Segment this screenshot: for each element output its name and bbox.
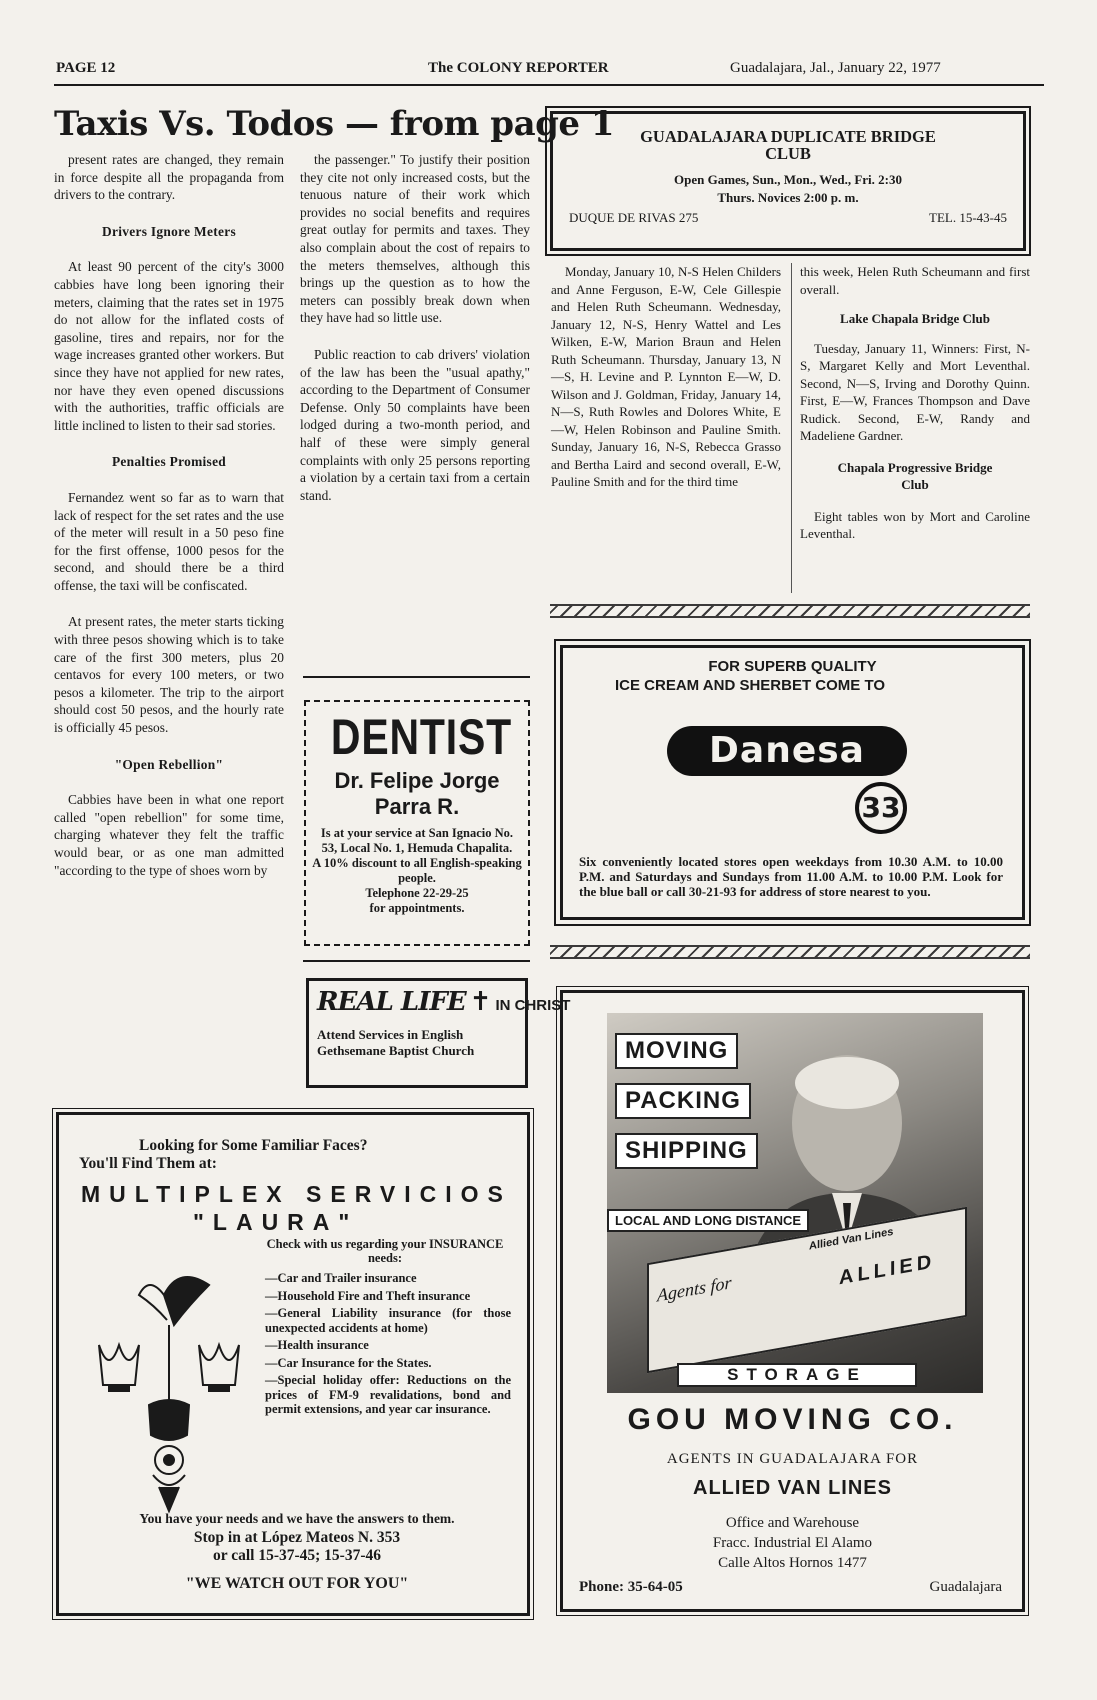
insurance-item: —Household Fire and Theft insurance (265, 1288, 471, 1303)
article-paragraph: At least 90 percent of the city's 3000 cabbies have long been ignoring their meters, claiming that the rates set in 1975 do not allow for the inflated costs of gasoline, tires and repairs, nor for the wage increases granted other workers. But since they have not applied for new rates, nor have they even opened discussions with the authorities, traffic officials are little inclined to listen to their sad stories. (54, 259, 284, 433)
real-life-tag: IN CHRIST (495, 997, 571, 1014)
chapala-progressive-results: Eight tables won by Mort and Caroline Leventhal. (800, 508, 1030, 541)
bridge-club-box (550, 111, 1026, 251)
dentist-name: Dr. Felipe Jorge Parra R. (334, 768, 500, 819)
gou-allied: ALLIED VAN LINES (693, 1477, 892, 1499)
article-headline: Taxis Vs. Todos — from page 1 (54, 104, 615, 144)
multiplex-ad (56, 1112, 530, 1616)
gou-office: Office and Warehouse (725, 1515, 860, 1531)
truck-text-allied-van-lines: Allied Van Lines (809, 1225, 894, 1253)
multiplex-needs: You have your needs and we have the answers to them. (139, 1511, 455, 1526)
wavy-divider (550, 945, 1030, 959)
danesa-logo (667, 726, 907, 776)
header-rule (54, 84, 1044, 86)
column-rule (303, 676, 530, 678)
truck-text-allied: ALLIED (839, 1250, 936, 1290)
multiplex-name: MULTIPLEX SERVICIOS (81, 1181, 512, 1207)
article-paragraph: Cabbies have been in what one report called "open rebellion" for some time, charging whatever they felt the traffic would bear, or as one man admitted "according to the type of shoes worn by (54, 792, 284, 878)
danesa-brand: Danesa (709, 730, 865, 771)
bridge-novices: Thurs. Novices 2:00 p. m. (717, 190, 859, 205)
dentist-appointments: for appointments. (369, 901, 465, 915)
multiplex-intro2: You'll Find Them at: (79, 1155, 217, 1172)
danesa-ad (560, 645, 1025, 920)
danesa-number-ball: 33 (855, 782, 907, 834)
article-subhead: "Open Rebellion" (114, 756, 224, 772)
insurance-item: —Car Insurance for the States. (265, 1355, 432, 1370)
dentist-discount: A 10% discount to all English-speaking people. (312, 856, 522, 885)
column-rule (303, 960, 530, 962)
page-number: PAGE 12 (56, 60, 116, 76)
dentist-address: Is at your service at San Ignacio No. 53, Local No. 1, Hemuda Chapalita. (320, 826, 514, 855)
article-subhead: Drivers Ignore Meters (102, 223, 236, 239)
multiplex-call: or call 15-37-45; 15-37-46 (212, 1547, 382, 1564)
dentist-phone: Telephone 22-29-25 (365, 886, 469, 900)
moving-label: MOVING (615, 1033, 738, 1069)
insurance-item: —Health insurance (265, 1338, 369, 1352)
multiplex-slogan: "WE WATCH OUT FOR YOU" (185, 1575, 409, 1592)
article-paragraph: the passenger." To justify their position they cite not only increased costs, but the tenuous nature of their work which provides no social benefits and requires great outlay for permits and taxes. They also complain about the cost of repairs to the meters themselves, although this brings up the question as to how the meters can possibly break down when they have had so little use. (300, 152, 530, 326)
cross-icon: ✝ (469, 987, 492, 1016)
chapala-progressive-heading: Chapala Progressive Bridge Club (837, 459, 993, 492)
gou-agents: AGENTS IN GUADALAJARA FOR (666, 1451, 919, 1467)
lake-chapala-results: Tuesday, January 11, Winners: First, N-S, Margaret Kelly and Mort Leventhal. Second, N—S, Irving and Dorothy Quinn. First, E—W, Frances Thompson and Dave Rudick. Second, E-W, Randy and Madeliene Gardner. (800, 340, 1030, 443)
real-life-logo (317, 987, 571, 1017)
bridge-contact-row (569, 210, 1007, 226)
dateline: Guadalajara, Jal., January 22, 1977 (730, 60, 941, 76)
real-life-body: Attend Services in English Gethsemane Baptist Church (317, 1027, 475, 1058)
multiplex-intro1: Looking for Some Familiar Faces? (139, 1137, 368, 1154)
column-divider (791, 263, 792, 593)
local-long-distance-label: LOCAL AND LONG DISTANCE (607, 1209, 809, 1232)
article-column-2 (300, 151, 530, 671)
storage-label: STORAGE (677, 1363, 917, 1387)
gou-city: Guadalajara (929, 1579, 1002, 1595)
multiplex-check: Check with us regarding your INSURANCE needs: (266, 1237, 504, 1265)
real-life-ad (306, 978, 571, 1088)
article-paragraph: Fernandez went so far as to warn that lack of respect for the set rates and the use of the meter will result in a 50 peso fine for the first offense, 1000 pesos for the second, and should there be a third offense, the taxi will be confiscated. (54, 489, 284, 593)
gou-phone: Phone: 35-64-05 (579, 1579, 683, 1595)
gou-fracc: Fracc. Industrial El Alamo (712, 1535, 873, 1551)
bridge-results-text: Monday, January 10, N-S Helen Childers and Anne Ferguson, E-W, Cele Gillespie and Helen Ruth Scheumann. Wednesday, January 12, N-S, Henry Wattel and Les Wilken, E-W, Marion Braun and Helen Ruth Scheumann. Thursday, January 13, N—S, H. Levine and P. Lynnton E—W, D. Wilson and J. Goldman, Friday, January 14, N—S, Ruth Rowles and Dolores White, E—W, Helen Robinson and Pauline Smith. Sunday, January 16, N-S, Rebecca Grasso and Bertha Laird and second overall, E-W, Pauline Smith and for the third time (551, 264, 781, 489)
lake-chapala-heading: Lake Chapala Bridge Club (840, 311, 990, 326)
multiplex-laura: "LAURA" (193, 1209, 359, 1235)
article-column-1 (54, 151, 284, 1111)
article-paragraph: At present rates, the meter starts ticking with three pesos showing which is to take care of the first 300 meters, plus 20 centavos for every 100 meters, or two pesos a kilometer. The trip to the airport should cost 50 pesos, and the hourly rate is officially 45 pesos. (54, 614, 284, 736)
danesa-line1: FOR SUPERB QUALITY (708, 658, 877, 675)
shipping-label: SHIPPING (615, 1133, 758, 1169)
insurance-item: —Car and Trailer insurance (265, 1271, 417, 1285)
gou-calle: Calle Altos Hornos 1477 (718, 1555, 867, 1571)
masthead: The COLONY REPORTER (428, 60, 609, 76)
gou-company-name: GOU MOVING CO. (627, 1403, 958, 1436)
article-paragraph: Public reaction to cab drivers' violation of the law has been the "usual apathy," according to the Department of Consumer Defense. Only 50 complaints have been lodged during a two-month period, and half of these were simply general complaints with only 25 persons reporting a violation by a certain taxi from a certain stand. (300, 346, 530, 503)
article-subhead: Penalties Promised (111, 454, 227, 470)
bridge-tel: TEL. 15-43-45 (929, 210, 1007, 225)
danesa-line2: ICE CREAM AND SHERBET COME TO (615, 677, 886, 694)
bridge-address: DUQUE DE RIVAS 275 (569, 210, 699, 225)
real-life-logo-text: REAL LIFE (317, 987, 466, 1017)
bridge-results-col2 (800, 263, 1030, 562)
bridge-results-col1 (551, 263, 781, 510)
dentist-title: DENTIST (330, 709, 513, 765)
moving-photo (607, 1013, 983, 1393)
insurance-list (265, 1271, 511, 1420)
article-paragraph: present rates are changed, they remain in force despite all the propaganda from drivers to the contrary. (54, 152, 284, 203)
insurance-item: —General Liability insurance (for those unexpected accidents at home) (265, 1306, 511, 1335)
dentist-ad (304, 700, 530, 946)
packing-label: PACKING (615, 1083, 751, 1119)
truck-text-agents: Agents for (657, 1272, 732, 1306)
wavy-divider (550, 604, 1030, 618)
family-crest-icon (79, 1265, 259, 1515)
multiplex-stop: Stop in at López Mateos N. 353 (193, 1529, 401, 1546)
bridge-scheumann: this week, Helen Ruth Scheumann and first overall. (800, 264, 1030, 297)
danesa-body: Six conveniently located stores open weekdays from 10.30 A.M. to 10.00 P.M. and Saturdays and Sundays from 11.00 A.M. to 10.00 P.M. Look for the blue ball or call 30-21-93 for address of store nearest to you. (579, 854, 1003, 899)
bridge-games: Open Games, Sun., Mon., Wed., Fri. 2:30 (673, 172, 902, 187)
insurance-item: —Special holiday offer: Reductions on the prices of FM-9 revalidations, bond and permit extensions, and year car insurance. (265, 1373, 511, 1416)
bridge-club-title: GUADALAJARA DUPLICATE BRIDGE CLUB (640, 127, 936, 163)
gou-moving-ad (560, 990, 1025, 1612)
